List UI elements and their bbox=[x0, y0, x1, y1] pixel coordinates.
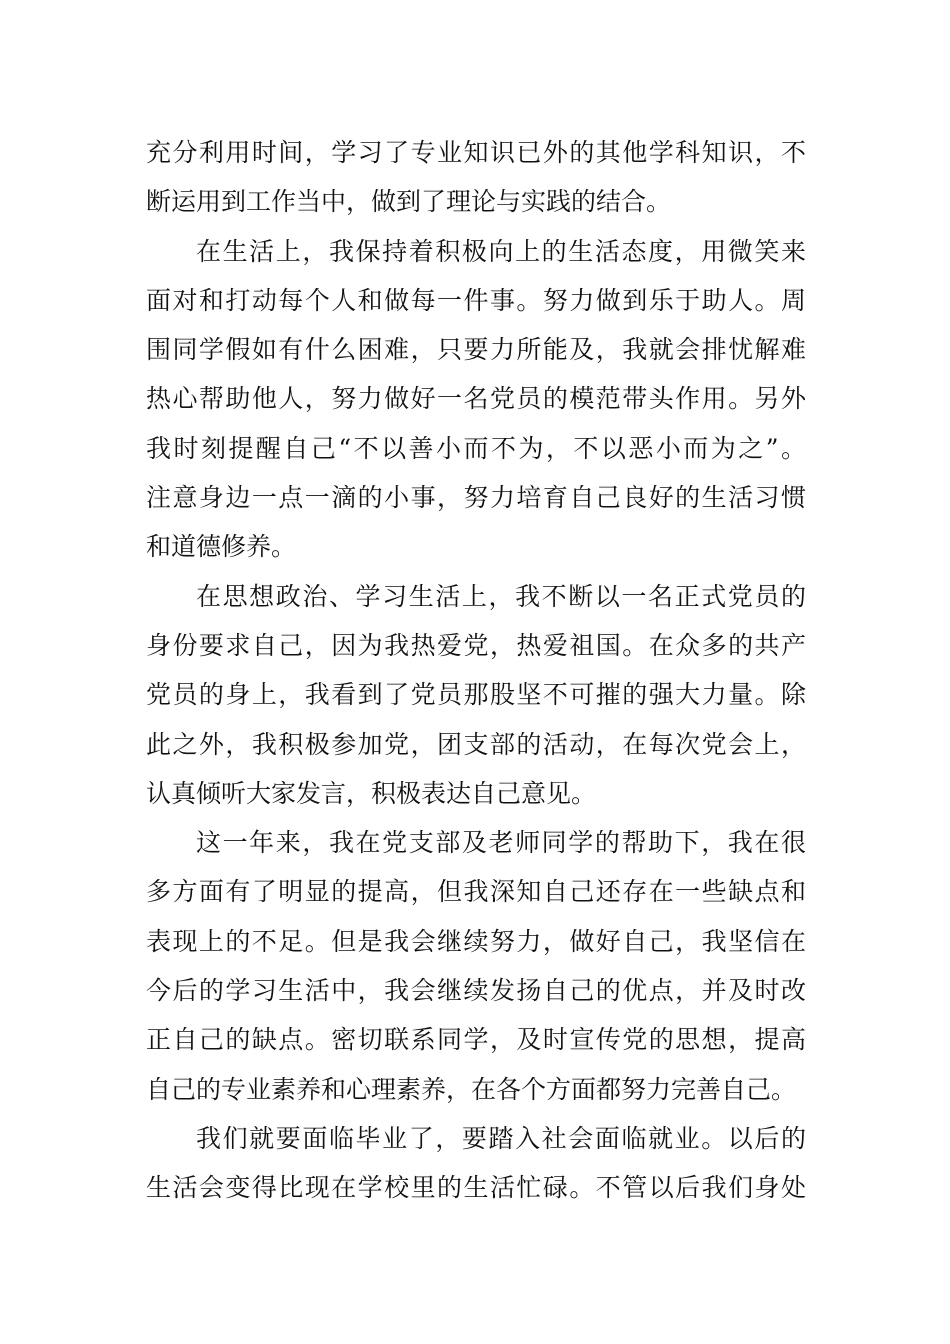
paragraph-3 bbox=[146, 572, 806, 818]
text-line: 在思想政治、学习生活上，我不断以一名正式党员的 bbox=[196, 581, 806, 611]
paragraph-5 bbox=[146, 1114, 806, 1213]
text-line: 今后的学习生活中，我会继续发扬自己的优点，并及时改 bbox=[146, 976, 806, 1006]
document-body bbox=[146, 128, 806, 1213]
text-line: 我们就要面临毕业了，要踏入社会面临就业。以后的 bbox=[196, 1123, 806, 1153]
text-line: 身份要求自己，因为我热爱党，热爱祖国。在众多的共产 bbox=[146, 630, 806, 660]
text-line: 我时刻提醒自己“不以善小而不为，不以恶小而为之”。 bbox=[146, 433, 806, 463]
paragraph-2 bbox=[146, 227, 806, 572]
text-line: 此之外，我积极参加党，团支部的活动，在每次党会上， bbox=[146, 729, 806, 759]
text-line: 自己的专业素养和心理素养，在各个方面都努力完善自己。 bbox=[146, 1074, 797, 1104]
text-line: 正自己的缺点。密切联系同学，及时宣传党的思想，提高 bbox=[146, 1025, 806, 1055]
text-line: 党员的身上，我看到了党员那股坚不可摧的强大力量。除 bbox=[146, 680, 806, 710]
paragraph-4 bbox=[146, 818, 806, 1114]
text-line: 面对和打动每个人和做每一件事。努力做到乐于助人。周 bbox=[146, 285, 806, 315]
text-line: 和道德修养。 bbox=[146, 532, 297, 562]
text-line: 表现上的不足。但是我会继续努力，做好自己，我坚信在 bbox=[146, 926, 806, 956]
text-line: 热心帮助他人，努力做好一名党员的模范带头作用。另外 bbox=[146, 384, 806, 414]
text-line: 围同学假如有什么困难，只要力所能及，我就会排忧解难 bbox=[146, 335, 806, 365]
text-line: 认真倾听大家发言，积极表达自己意见。 bbox=[146, 778, 597, 808]
text-line: 生活会变得比现在学校里的生活忙碌。不管以后我们身处 bbox=[146, 1173, 806, 1203]
text-line: 断运用到工作当中，做到了理论与实践的结合。 bbox=[146, 187, 672, 217]
text-line: 多方面有了明显的提高，但我深知自己还存在一些缺点和 bbox=[146, 877, 806, 907]
text-line: 注意身边一点一滴的小事，努力培育自己良好的生活习惯 bbox=[146, 483, 806, 513]
text-line: 在生活上，我保持着积极向上的生活态度，用微笑来 bbox=[196, 236, 806, 266]
text-line: 充分利用时间，学习了专业知识已外的其他学科知识，不 bbox=[146, 138, 806, 167]
text-line: 这一年来，我在党支部及老师同学的帮助下，我在很 bbox=[196, 828, 806, 858]
paragraph-1 bbox=[146, 128, 806, 227]
